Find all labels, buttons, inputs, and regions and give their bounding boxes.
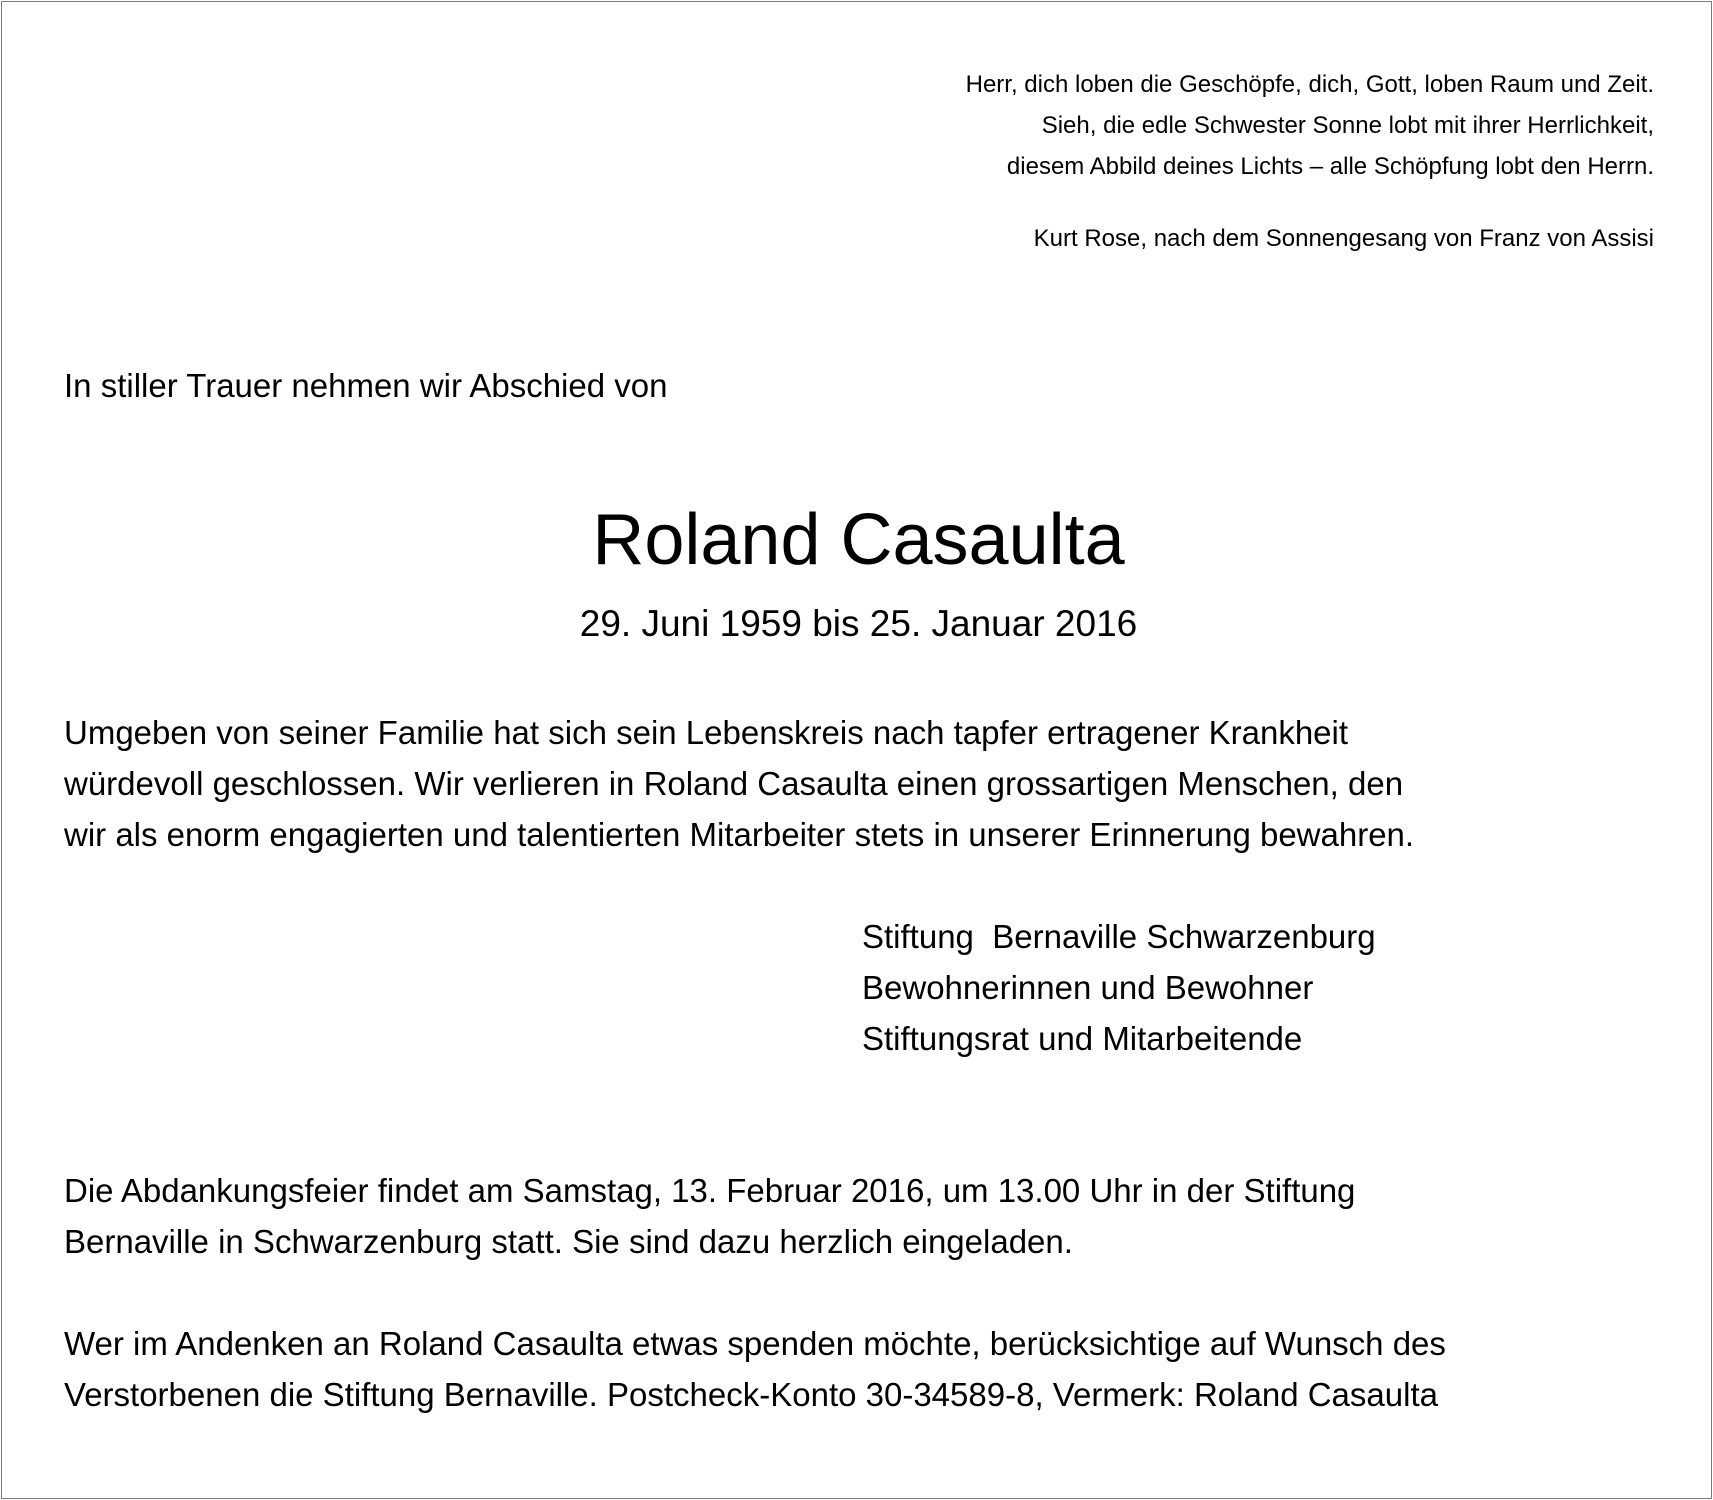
quote-attribution: Kurt Rose, nach dem Sonnengesang von Franz von Assisi: [1033, 225, 1654, 252]
signature-line: Stiftungsrat und Mitarbeitende: [862, 1020, 1303, 1057]
intro-text: In stiller Trauer nehmen wir Abschied von: [64, 367, 668, 404]
deceased-name: Roland Casaulta: [592, 500, 1125, 580]
ceremony-paragraph: [64, 1165, 1355, 1267]
quote-line: diesem Abbild deines Lichts – alle Schöpfung lobt den Herrn.: [1006, 153, 1654, 180]
paragraph-line: Bernaville in Schwarzenburg statt. Sie sind dazu herzlich eingeladen.: [64, 1223, 1073, 1260]
paragraph-line: wir als enorm engagierten und talentierten Mitarbeiter stets in unserer Erinnerung bewahren.: [64, 816, 1415, 853]
tribute-paragraph: [64, 707, 1414, 860]
obituary-notice: [1, 1, 1712, 1499]
paragraph-line: Die Abdankungsfeier findet am Samstag, 13. Februar 2016, um 13.00 Uhr in der Stiftung: [64, 1172, 1356, 1209]
paragraph-line: Verstorbenen die Stiftung Bernaville. Postcheck-Konto 30-34589-8, Vermerk: Roland Casaulta: [64, 1376, 1438, 1413]
opening-quote: [554, 64, 1654, 187]
signature-line: Stiftung Bernaville Schwarzenburg: [862, 918, 1376, 955]
quote-line: Sieh, die edle Schwester Sonne lobt mit ihrer Herrlichkeit,: [1041, 112, 1654, 139]
quote-line: Herr, dich loben die Geschöpfe, dich, Gott, loben Raum und Zeit.: [965, 71, 1654, 98]
paragraph-line: Umgeben von seiner Familie hat sich sein Lebenskreis nach tapfer ertragener Krankheit: [64, 714, 1349, 751]
paragraph-line: würdevoll geschlossen. Wir verlieren in Roland Casaulta einen grossartigen Menschen, den: [64, 765, 1404, 802]
paragraph-line: Wer im Andenken an Roland Casaulta etwas spenden möchte, berücksichtige auf Wunsch des: [64, 1325, 1446, 1362]
mourners-signature: [862, 911, 1376, 1064]
signature-line: Bewohnerinnen und Bewohner: [862, 969, 1314, 1006]
life-dates: 29. Juni 1959 bis 25. Januar 2016: [579, 603, 1138, 644]
donation-paragraph: [64, 1318, 1446, 1420]
